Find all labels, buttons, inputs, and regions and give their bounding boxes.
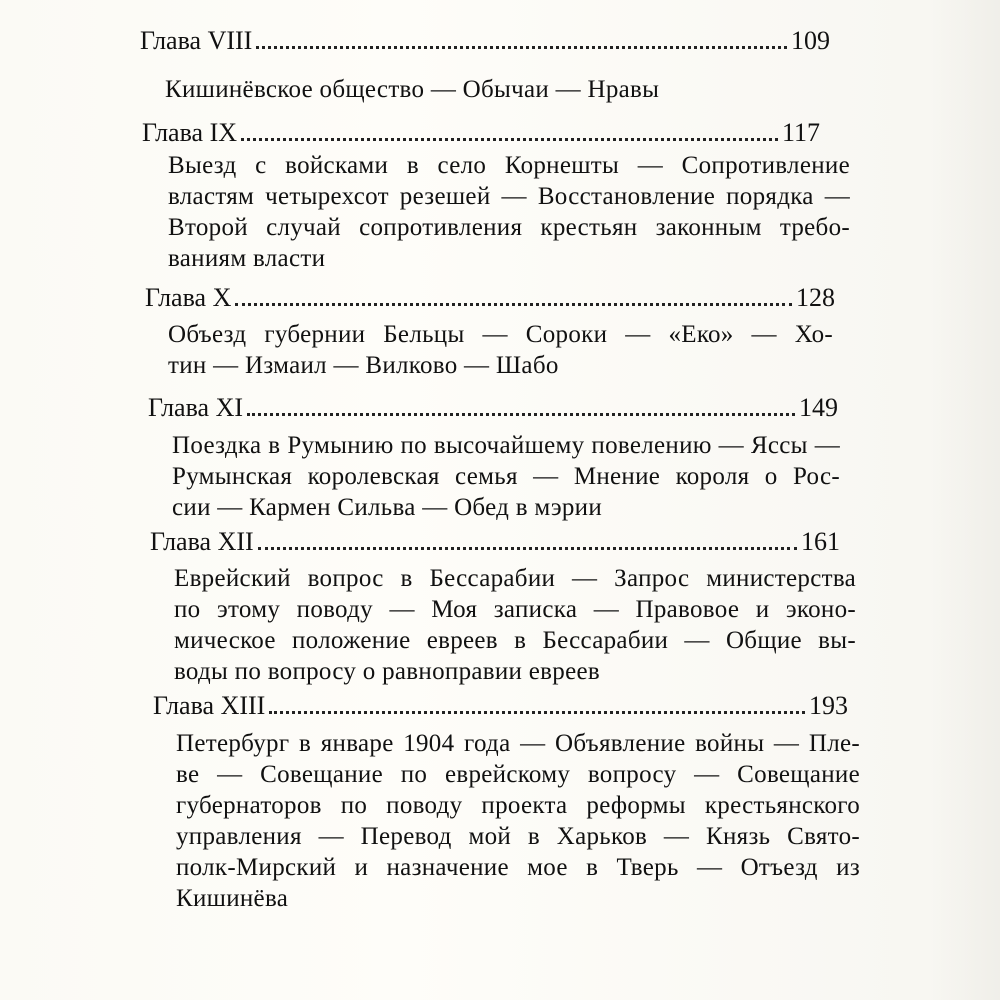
chapter-label: Глава VIII [140,26,253,55]
description-line: губернаторов по поводу проекта реформы крестьянского [176,792,860,819]
description-line: властям четырехсот резешей — Восстановление порядка — [168,183,850,210]
toc-heading-chapter-12 [150,527,840,557]
chapter-label: Глава XII [150,527,254,556]
description-line: Объезд губернии Бельцы — Сороки — «Еко» — Хо- [168,321,833,348]
toc-heading-chapter-10 [145,283,835,313]
description-line: Румынская королевская семья — Мнение короля о Рос- [172,463,840,490]
toc-heading-chapter-11 [148,393,838,423]
description-line: полк-Мирский и назначение мое в Тверь — Отъезд из [176,854,860,881]
description-line: Петербург в январе 1904 года — Объявление войны — Пле- [176,730,860,757]
description-line: Еврейский вопрос в Бессарабии — Запрос министерства [174,565,856,592]
description-line: воды по вопросу о равноправии евреев [174,658,600,685]
dot-leader [241,138,778,141]
description-line: мическое положение евреев в Бессарабии — Общие вы- [174,627,856,654]
chapter-8-description [165,74,695,105]
chapter-9-description [168,150,850,274]
description-line: ве — Совещание по еврейскому вопросу — Совещание [176,761,860,788]
page-number: 149 [799,393,838,422]
chapter-10-description [168,319,833,381]
description-line: управления — Перевод мой в Харьков — Князь Свято- [176,823,860,850]
page-number: 161 [801,527,840,556]
description-line: ваниям власти [168,245,326,272]
dot-leader [256,46,787,49]
chapter-13-description [176,728,860,914]
toc-heading-chapter-13 [153,691,848,721]
dot-leader [247,413,795,416]
dot-leader [258,547,797,550]
chapter-label: Глава XI [148,393,243,422]
description-line: по этому поводу — Моя записка — Правовое и эконо- [174,596,856,623]
chapter-label: Глава X [145,283,232,312]
page-number: 193 [809,691,848,720]
chapter-label: Глава IX [142,118,237,147]
page-number: 109 [791,26,830,55]
description-line: Выезд с войсками в село Корнешты — Сопротивление [168,152,850,179]
dot-leader [269,711,805,714]
chapter-12-description [174,563,856,687]
description-line: Поездка в Румынию по высочайшему повелению — Яссы — [172,432,840,459]
description-line: сии — Кармен Сильва — Обед в мэрии [172,494,603,521]
dot-leader [235,303,792,306]
page-number: 128 [796,283,835,312]
description-line: тин — Измаил — Вилково — Шабо [168,352,559,379]
chapter-11-description [172,430,840,523]
page-number: 117 [781,118,820,147]
description-line: Кишинёва [176,885,289,912]
description-line: Кишинёвское общество — Обычаи — Нравы [165,76,660,103]
toc-heading-chapter-8 [140,26,830,56]
description-line: Второй случай сопротивления крестьян законным требо- [168,214,850,241]
toc-heading-chapter-9 [142,118,820,148]
page-edge-shadow [930,0,1000,1000]
chapter-label: Глава XIII [153,691,266,720]
